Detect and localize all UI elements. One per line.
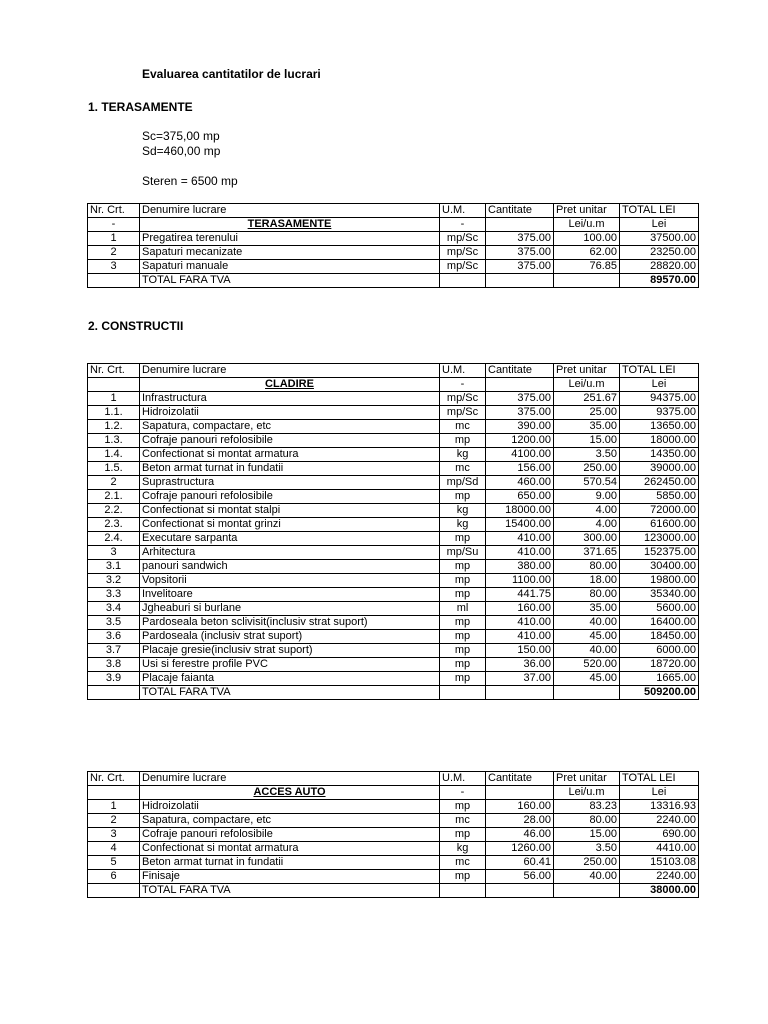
row-price: 80.00 [554, 814, 620, 828]
row-um: kg [440, 448, 486, 462]
total-empty-price [554, 274, 620, 288]
row-um: kg [440, 842, 486, 856]
row-qty: 410.00 [486, 616, 554, 630]
table-row [88, 504, 699, 518]
row-price: 62.00 [554, 246, 620, 260]
row-total: 18450.00 [620, 630, 699, 644]
total-empty-qty [486, 686, 554, 700]
group-nr [88, 786, 140, 800]
row-qty: 15400.00 [486, 518, 554, 532]
row-price: 80.00 [554, 560, 620, 574]
row-qty: 375.00 [486, 406, 554, 420]
row-qty: 375.00 [486, 260, 554, 274]
table-row [88, 616, 699, 630]
row-nr: 6 [88, 870, 140, 884]
row-price: 15.00 [554, 434, 620, 448]
group-qty-empty [486, 218, 554, 232]
table-row [88, 420, 699, 434]
steren-value: Steren = 6500 mp [142, 174, 238, 188]
table-row [88, 406, 699, 420]
row-total: 123000.00 [620, 532, 699, 546]
row-price: 76.85 [554, 260, 620, 274]
table-row [88, 658, 699, 672]
table-row [88, 462, 699, 476]
row-price: 250.00 [554, 856, 620, 870]
total-label: TOTAL FARA TVA [140, 686, 440, 700]
table-row [88, 672, 699, 686]
header-nr: Nr. Crt. [88, 364, 140, 378]
header-um: U.M. [440, 204, 486, 218]
row-um: mp [440, 560, 486, 574]
row-name: Beton armat turnat in fundatii [140, 462, 440, 476]
row-total: 9375.00 [620, 406, 699, 420]
row-qty: 150.00 [486, 644, 554, 658]
row-name: Pardoseala (inclusiv strat suport) [140, 630, 440, 644]
row-qty: 160.00 [486, 800, 554, 814]
row-nr: 3.9 [88, 672, 140, 686]
row-nr: 3 [88, 828, 140, 842]
table-row [88, 392, 699, 406]
row-nr: 2.3. [88, 518, 140, 532]
header-total: TOTAL LEI [620, 772, 699, 786]
row-nr: 2 [88, 246, 140, 260]
header-row [88, 204, 699, 218]
total-empty-nr [88, 884, 140, 898]
row-total: 13316.93 [620, 800, 699, 814]
row-um: mc [440, 814, 486, 828]
total-empty-price [554, 884, 620, 898]
row-um: mp/Su [440, 546, 486, 560]
row-price: 371.65 [554, 546, 620, 560]
row-total: 15103.08 [620, 856, 699, 870]
row-price: 40.00 [554, 616, 620, 630]
row-name: Arhitectura [140, 546, 440, 560]
unit-pret: Lei/u.m [554, 786, 620, 800]
header-total: TOTAL LEI [620, 204, 699, 218]
row-name: Cofraje panouri refolosibile [140, 434, 440, 448]
row-total: 35340.00 [620, 588, 699, 602]
row-total: 28820.00 [620, 260, 699, 274]
row-price: 3.50 [554, 448, 620, 462]
row-name: Confectionat si montat stalpi [140, 504, 440, 518]
row-name: Jgheaburi si burlane [140, 602, 440, 616]
row-total: 61600.00 [620, 518, 699, 532]
total-empty-qty [486, 274, 554, 288]
row-total: 152375.00 [620, 546, 699, 560]
table-row [88, 870, 699, 884]
table-row [88, 232, 699, 246]
row-qty: 56.00 [486, 870, 554, 884]
table-row [88, 246, 699, 260]
row-total: 2240.00 [620, 870, 699, 884]
unit-pret: Lei/u.m [554, 218, 620, 232]
header-row [88, 772, 699, 786]
table-row [88, 814, 699, 828]
row-name: Confectionat si montat grinzi [140, 518, 440, 532]
unit-pret: Lei/u.m [554, 378, 620, 392]
row-qty: 156.00 [486, 462, 554, 476]
row-name: Confectionat si montat armatura [140, 448, 440, 462]
group-nr: - [88, 218, 140, 232]
table-row [88, 560, 699, 574]
header-pret: Pret unitar [554, 364, 620, 378]
table-row [88, 856, 699, 870]
group-title: CLADIRE [140, 378, 440, 392]
header-um: U.M. [440, 364, 486, 378]
row-price: 520.00 [554, 658, 620, 672]
total-value: 89570.00 [620, 274, 699, 288]
group-row [88, 218, 699, 232]
document-title: Evaluarea cantitatilor de lucrari [142, 67, 321, 81]
row-total: 18000.00 [620, 434, 699, 448]
group-qty-empty [486, 378, 554, 392]
row-price: 3.50 [554, 842, 620, 856]
row-name: Sapatura, compactare, etc [140, 814, 440, 828]
table-row [88, 644, 699, 658]
row-name: Usi si ferestre profile PVC [140, 658, 440, 672]
row-um: mp/Sc [440, 246, 486, 260]
row-qty: 441.75 [486, 588, 554, 602]
group-um: - [440, 218, 486, 232]
row-qty: 1200.00 [486, 434, 554, 448]
row-um: mp [440, 644, 486, 658]
header-denumire: Denumire lucrare [140, 364, 440, 378]
row-um: mp [440, 574, 486, 588]
row-price: 4.00 [554, 504, 620, 518]
row-nr: 3.8 [88, 658, 140, 672]
row-total: 72000.00 [620, 504, 699, 518]
row-total: 14350.00 [620, 448, 699, 462]
row-nr: 3.1 [88, 560, 140, 574]
total-empty-nr [88, 274, 140, 288]
row-qty: 375.00 [486, 392, 554, 406]
row-total: 1665.00 [620, 672, 699, 686]
row-name: Executare sarpanta [140, 532, 440, 546]
row-name: Suprastructura [140, 476, 440, 490]
group-title: TERASAMENTE [140, 218, 440, 232]
row-nr: 3 [88, 260, 140, 274]
row-name: Vopsitorii [140, 574, 440, 588]
total-label: TOTAL FARA TVA [140, 274, 440, 288]
table-row [88, 532, 699, 546]
row-nr: 3.5 [88, 616, 140, 630]
row-um: ml [440, 602, 486, 616]
row-um: mc [440, 420, 486, 434]
row-name: Cofraje panouri refolosibile [140, 828, 440, 842]
row-nr: 2 [88, 476, 140, 490]
row-price: 9.00 [554, 490, 620, 504]
row-price: 40.00 [554, 644, 620, 658]
row-price: 570.54 [554, 476, 620, 490]
table-row [88, 602, 699, 616]
row-um: mp [440, 616, 486, 630]
row-nr: 1.2. [88, 420, 140, 434]
row-qty: 410.00 [486, 532, 554, 546]
row-price: 45.00 [554, 630, 620, 644]
row-qty: 650.00 [486, 490, 554, 504]
unit-total: Lei [620, 218, 699, 232]
row-nr: 1 [88, 232, 140, 246]
section-1-heading: 1. TERASAMENTE [88, 100, 193, 114]
row-qty: 1100.00 [486, 574, 554, 588]
row-price: 45.00 [554, 672, 620, 686]
row-qty: 36.00 [486, 658, 554, 672]
row-um: mp/Sc [440, 232, 486, 246]
row-nr: 1.1. [88, 406, 140, 420]
row-price: 80.00 [554, 588, 620, 602]
group-um: - [440, 786, 486, 800]
table-row [88, 800, 699, 814]
row-um: mc [440, 856, 486, 870]
unit-total: Lei [620, 786, 699, 800]
row-price: 18.00 [554, 574, 620, 588]
row-price: 25.00 [554, 406, 620, 420]
row-qty: 160.00 [486, 602, 554, 616]
row-um: mp/Sc [440, 392, 486, 406]
row-name: Sapaturi mecanizate [140, 246, 440, 260]
row-qty: 18000.00 [486, 504, 554, 518]
row-price: 100.00 [554, 232, 620, 246]
table-row [88, 476, 699, 490]
group-qty-empty [486, 786, 554, 800]
row-total: 39000.00 [620, 462, 699, 476]
row-price: 35.00 [554, 602, 620, 616]
row-nr: 3 [88, 546, 140, 560]
row-total: 18720.00 [620, 658, 699, 672]
row-nr: 3.6 [88, 630, 140, 644]
total-empty-um [440, 274, 486, 288]
row-qty: 60.41 [486, 856, 554, 870]
unit-total: Lei [620, 378, 699, 392]
row-qty: 380.00 [486, 560, 554, 574]
header-cantitate: Cantitate [486, 204, 554, 218]
row-um: mp [440, 870, 486, 884]
row-qty: 28.00 [486, 814, 554, 828]
total-label: TOTAL FARA TVA [140, 884, 440, 898]
row-nr: 3.7 [88, 644, 140, 658]
header-nr: Nr. Crt. [88, 772, 140, 786]
row-price: 250.00 [554, 462, 620, 476]
row-name: Confectionat si montat armatura [140, 842, 440, 856]
row-um: mp [440, 630, 486, 644]
table-row [88, 490, 699, 504]
header-cantitate: Cantitate [486, 772, 554, 786]
total-empty-qty [486, 884, 554, 898]
table-acces-auto [87, 771, 699, 898]
total-value: 38000.00 [620, 884, 699, 898]
row-qty: 4100.00 [486, 448, 554, 462]
row-qty: 375.00 [486, 232, 554, 246]
row-price: 40.00 [554, 870, 620, 884]
row-price: 300.00 [554, 532, 620, 546]
total-row [88, 686, 699, 700]
row-um: kg [440, 518, 486, 532]
row-nr: 3.2 [88, 574, 140, 588]
row-qty: 1260.00 [486, 842, 554, 856]
row-um: mp [440, 672, 486, 686]
row-um: mp [440, 490, 486, 504]
row-name: Hidroizolatii [140, 800, 440, 814]
row-total: 6000.00 [620, 644, 699, 658]
sd-value: Sd=460,00 mp [142, 144, 221, 158]
row-total: 23250.00 [620, 246, 699, 260]
row-total: 37500.00 [620, 232, 699, 246]
row-name: Placaje faianta [140, 672, 440, 686]
row-nr: 1.4. [88, 448, 140, 462]
row-price: 83.23 [554, 800, 620, 814]
section-2-heading: 2. CONSTRUCTII [88, 319, 184, 333]
header-pret: Pret unitar [554, 772, 620, 786]
group-row [88, 378, 699, 392]
row-um: mp [440, 800, 486, 814]
group-row [88, 786, 699, 800]
total-value: 509200.00 [620, 686, 699, 700]
row-name: Infrastructura [140, 392, 440, 406]
total-empty-nr [88, 686, 140, 700]
row-um: mp [440, 828, 486, 842]
row-name: Pregatirea terenului [140, 232, 440, 246]
row-name: Sapatura, compactare, etc [140, 420, 440, 434]
row-name: Invelitoare [140, 588, 440, 602]
row-qty: 410.00 [486, 630, 554, 644]
total-empty-um [440, 686, 486, 700]
table-row [88, 518, 699, 532]
row-qty: 375.00 [486, 246, 554, 260]
table-row [88, 434, 699, 448]
row-total: 690.00 [620, 828, 699, 842]
row-nr: 5 [88, 856, 140, 870]
group-title: ACCES AUTO [140, 786, 440, 800]
group-nr [88, 378, 140, 392]
row-total: 4410.00 [620, 842, 699, 856]
table-terasamente [87, 203, 699, 288]
row-price: 251.67 [554, 392, 620, 406]
row-total: 16400.00 [620, 616, 699, 630]
header-denumire: Denumire lucrare [140, 772, 440, 786]
row-qty: 410.00 [486, 546, 554, 560]
row-nr: 3.3 [88, 588, 140, 602]
table-row [88, 546, 699, 560]
row-qty: 46.00 [486, 828, 554, 842]
row-nr: 2.4. [88, 532, 140, 546]
row-name: Placaje gresie(inclusiv strat suport) [140, 644, 440, 658]
row-name: Hidroizolatii [140, 406, 440, 420]
row-um: mp/Sc [440, 260, 486, 274]
row-nr: 2 [88, 814, 140, 828]
row-name: Sapaturi manuale [140, 260, 440, 274]
header-denumire: Denumire lucrare [140, 204, 440, 218]
row-nr: 1.5. [88, 462, 140, 476]
table-row [88, 588, 699, 602]
row-nr: 1.3. [88, 434, 140, 448]
row-um: mc [440, 462, 486, 476]
row-total: 19800.00 [620, 574, 699, 588]
table-row [88, 448, 699, 462]
row-price: 15.00 [554, 828, 620, 842]
row-qty: 460.00 [486, 476, 554, 490]
row-um: mp/Sc [440, 406, 486, 420]
row-qty: 390.00 [486, 420, 554, 434]
row-total: 13650.00 [620, 420, 699, 434]
row-name: panouri sandwich [140, 560, 440, 574]
row-nr: 1 [88, 800, 140, 814]
total-row [88, 884, 699, 898]
row-total: 5600.00 [620, 602, 699, 616]
total-empty-um [440, 884, 486, 898]
header-total: TOTAL LEI [620, 364, 699, 378]
row-um: mp [440, 588, 486, 602]
row-total: 2240.00 [620, 814, 699, 828]
row-name: Pardoseala beton sclivisit(inclusiv strat suport) [140, 616, 440, 630]
row-qty: 37.00 [486, 672, 554, 686]
row-um: mp [440, 532, 486, 546]
table-row [88, 260, 699, 274]
table-cladire [87, 363, 699, 700]
group-um: - [440, 378, 486, 392]
row-total: 262450.00 [620, 476, 699, 490]
header-nr: Nr. Crt. [88, 204, 140, 218]
header-pret: Pret unitar [554, 204, 620, 218]
row-nr: 2.2. [88, 504, 140, 518]
row-um: mp/Sd [440, 476, 486, 490]
row-total: 5850.00 [620, 490, 699, 504]
row-um: kg [440, 504, 486, 518]
sc-value: Sc=375,00 mp [142, 129, 220, 143]
row-name: Finisaje [140, 870, 440, 884]
table-row [88, 630, 699, 644]
header-row [88, 364, 699, 378]
total-empty-price [554, 686, 620, 700]
table-row [88, 842, 699, 856]
row-name: Beton armat turnat in fundatii [140, 856, 440, 870]
row-name: Cofraje panouri refolosibile [140, 490, 440, 504]
row-nr: 4 [88, 842, 140, 856]
table-row [88, 828, 699, 842]
row-total: 30400.00 [620, 560, 699, 574]
header-cantitate: Cantitate [486, 364, 554, 378]
row-um: mp [440, 658, 486, 672]
row-total: 94375.00 [620, 392, 699, 406]
row-nr: 1 [88, 392, 140, 406]
row-price: 4.00 [554, 518, 620, 532]
row-nr: 2.1. [88, 490, 140, 504]
row-um: mp [440, 434, 486, 448]
row-price: 35.00 [554, 420, 620, 434]
header-um: U.M. [440, 772, 486, 786]
row-nr: 3.4 [88, 602, 140, 616]
total-row [88, 274, 699, 288]
table-row [88, 574, 699, 588]
